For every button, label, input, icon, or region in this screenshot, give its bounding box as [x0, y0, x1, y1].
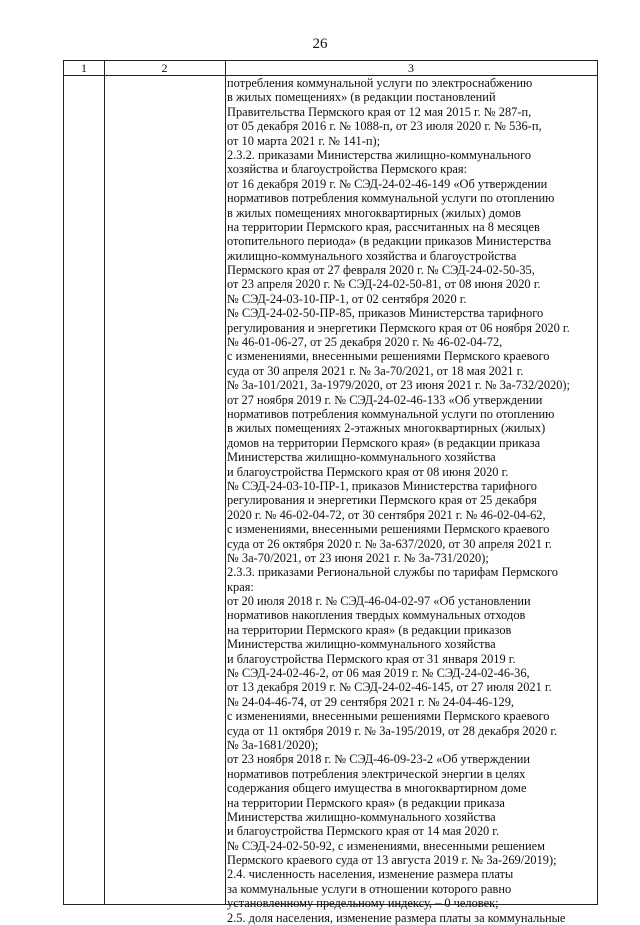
text-line: № 3а-1681/2020); [227, 737, 319, 752]
text-line: нормативов накопления твердых коммунальных отходов [227, 608, 526, 623]
text-line: хозяйства и благоустройства Пермского края: [227, 162, 468, 177]
column-header-1: 1 [81, 61, 87, 75]
text-line: № СЭД-24-02-50-ПР-85, приказов Министерства тарифного [227, 306, 544, 321]
text-line: содержания общего имущества в многоквартирном доме [227, 781, 527, 796]
text-line: в жилых помещениях 2-этажных многоквартирных (жилых) [227, 421, 546, 436]
column-3-text [227, 76, 593, 925]
text-line: № СЭД-24-02-46-2, от 06 мая 2019 г. № СЭД-24-02-46-36, [227, 666, 530, 681]
text-line: отопительного периода» (в редакции приказов Министерства [227, 234, 552, 249]
text-line: нормативов потребления коммунальной услуги по отоплению [227, 406, 555, 421]
text-line: № СЭД-24-03-10-ПР-1, приказов Министерства тарифного [227, 478, 537, 493]
text-line: с изменениями, внесенными решениями Пермского краевого [227, 709, 550, 724]
text-line: в жилых помещениях» (в редакции постановлений [227, 90, 496, 105]
text-line: от 10 марта 2021 г. № 141-п); [227, 133, 381, 148]
text-line: от 05 декабря 2016 г. № 1088-п, от 23 июля 2020 г. № 536-п, [227, 119, 542, 134]
text-line: нормативов потребления электрической энергии в целях [227, 766, 526, 781]
column-divider-2 [225, 61, 226, 904]
text-line: нормативов потребления коммунальной услуги по отоплению [227, 191, 555, 206]
text-line: от 20 июля 2018 г. № СЭД-46-04-02-97 «Об установлении [227, 594, 531, 609]
text-line: от 23 апреля 2020 г. № СЭД-24-02-50-81, от 08 июня 2020 г. [227, 277, 541, 292]
text-line: установленному предельному индексу, – 0 человек; [227, 896, 499, 911]
text-line: 2.3.3. приказами Региональной службы по тарифам Пермского [227, 565, 558, 580]
text-line: 2.5. доля населения, изменение размера платы за коммунальные [227, 910, 566, 925]
text-line: с изменениями, внесенными решениями Пермского краевого [227, 522, 550, 537]
text-line: Пермского краевого суда от 13 августа 2019 г. № 3а-269/2019); [227, 853, 557, 868]
text-line: суда от 26 октября 2020 г. № 3а-637/2020, от 30 апреля 2021 г. [227, 536, 552, 551]
text-line: домов на территории Пермского края» (в редакции приказа [227, 435, 541, 450]
text-line: и благоустройства Пермского края от 14 мая 2020 г. [227, 824, 500, 839]
text-line: от 27 ноября 2019 г. № СЭД-24-02-46-133 «Об утверждении [227, 392, 543, 407]
column-header-2: 2 [161, 61, 168, 75]
text-line: за коммунальные услуги в отношении которого равно [227, 881, 512, 896]
column-divider-1 [104, 61, 105, 904]
text-line: 2020 г. № 46-02-04-72, от 30 сентября 2021 г. № 46-02-04-62, [227, 507, 546, 522]
text-line: № 46-01-06-27, от 25 декабря 2020 г. № 46-02-04-72, [227, 335, 503, 350]
text-line: края: [227, 579, 254, 594]
text-line: жилищно-коммунального хозяйства и благоустройства [227, 248, 517, 263]
text-line: Пермского края от 27 февраля 2020 г. № СЭД-24-02-50-35, [227, 263, 535, 278]
text-line: на территории Пермского края» (в редакции приказа [227, 795, 505, 810]
text-line: в жилых помещениях многоквартирных (жилых) домов [227, 205, 521, 220]
text-line: 2.3.2. приказами Министерства жилищно-коммунального [227, 147, 532, 162]
text-line: от 23 ноября 2018 г. № СЭД-46-09-23-2 «Об утверждении [227, 752, 531, 767]
text-line: Правительства Пермского края от 12 мая 2015 г. № 287-п, [227, 104, 532, 119]
text-line: № СЭД-24-03-10-ПР-1, от 02 сентября 2020 г. [227, 291, 467, 306]
text-line: и благоустройства Пермского края от 08 июня 2020 г. [227, 464, 509, 479]
page-number: 26 [312, 36, 328, 52]
text-line: регулирования и энергетики Пермского края от 06 ноября 2020 г. [227, 320, 570, 335]
text-line: с изменениями, внесенными решениями Пермского краевого [227, 349, 550, 364]
text-line: № СЭД-24-02-50-92, с изменениями, внесенными решением [227, 838, 546, 853]
document-table [63, 60, 598, 925]
text-line: потребления коммунальной услуги по электроснабжению [227, 76, 533, 90]
text-line: регулирования и энергетики Пермского края от 25 декабря [227, 493, 537, 508]
text-line: Министерства жилищно-коммунального хозяйства [227, 809, 496, 824]
text-line: № 3а-70/2021, от 23 июня 2021 г. № 3а-731/2020); [227, 550, 489, 565]
text-line: суда от 30 апреля 2021 г. № 3а-70/2021, от 18 мая 2021 г. [227, 363, 524, 378]
text-line: Министерства жилищно-коммунального хозяйства [227, 450, 496, 465]
text-line: Министерства жилищно-коммунального хозяйства [227, 637, 496, 652]
text-line: и благоустройства Пермского края от 31 января 2019 г. [227, 651, 516, 666]
column-header-3: 3 [408, 61, 414, 75]
text-line: на территории Пермского края» (в редакции приказов [227, 622, 512, 637]
text-line: № 3а-101/2021, 3а-1979/2020, от 23 июня 2021 г. № 3а-732/2020); [227, 378, 570, 393]
text-line: № 24-04-46-74, от 29 сентября 2021 г. № 24-04-46-129, [227, 694, 515, 709]
table-header-row [64, 61, 597, 76]
text-line: на территории Пермского края, рассчитанных на 8 месяцев [227, 219, 540, 234]
text-line: суда от 11 октября 2019 г. № 3а-195/2019, от 28 декабря 2020 г. [227, 723, 558, 738]
text-line: от 16 декабря 2019 г. № СЭД-24-02-46-149 «Об утверждении [227, 176, 548, 191]
text-line: 2.4. численность населения, изменение размера платы [227, 867, 514, 882]
text-line: от 13 декабря 2019 г. № СЭД-24-02-46-145, от 27 июля 2021 г. [227, 680, 552, 695]
